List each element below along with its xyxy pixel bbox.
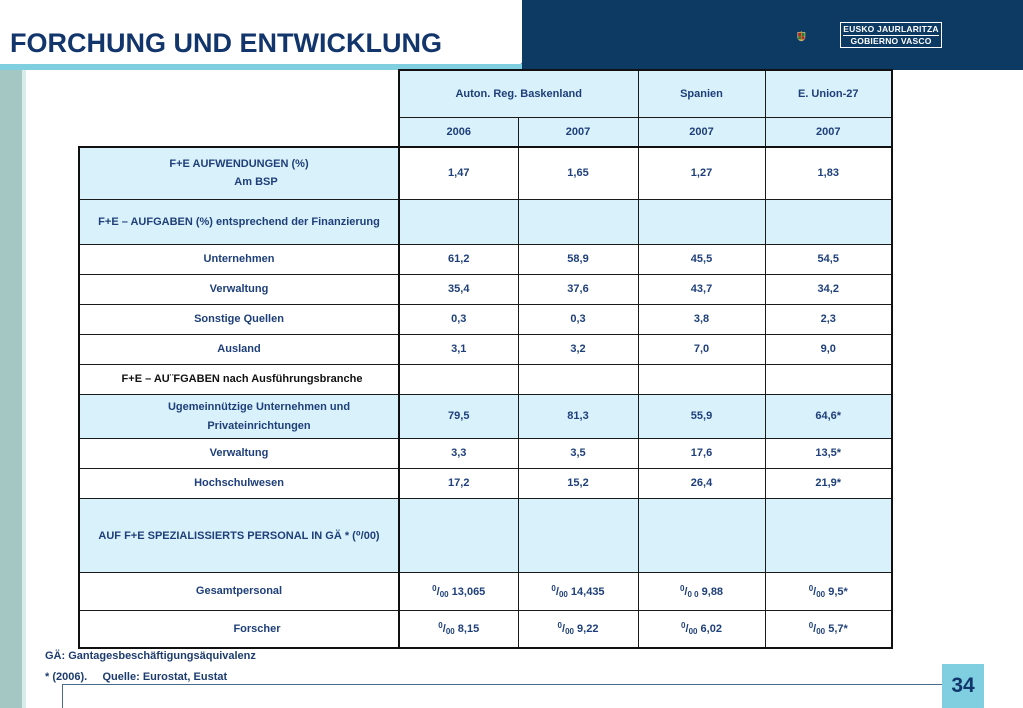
table-cell: 3,3 [399,438,518,468]
row-label-line-2: Privateinrichtungen [207,419,311,432]
logo-text [840,22,942,48]
table-cell: 1,47 [399,147,518,199]
row-label-forscher: Forscher [79,610,399,648]
table-cell [638,364,765,394]
table-cell: 7,0 [638,334,765,364]
table-cell: 58,9 [518,244,638,274]
table-cell: 3,8 [638,304,765,334]
column-header-spanien: Spanien [638,70,765,117]
table-cell: 64,6* [765,394,892,438]
row-label-verwaltung: Verwaltung [79,438,399,468]
row-label-text: F+E AUFWENDUNGEN (%) [169,158,309,171]
row-label-ausland: Ausland [79,334,399,364]
table-cell: $^0/_{00}$ 13,065 [399,572,518,610]
table-cell: 34,2 [765,274,892,304]
row-label-line-1: Ugemeinnützige Unternehmen und [167,400,351,413]
table-cell: 2,3 [765,304,892,334]
table-cell: 3,1 [399,334,518,364]
table-cell: 1,83 [765,147,892,199]
footer-divider [62,684,942,685]
table-cell: $^0/_{00}$ 5,7* [765,610,892,648]
table-cell: 21,9* [765,468,892,498]
table-cell: 81,3 [518,394,638,438]
footnote-ga: GÄ: Gantagesbeschäftigungsäquivalenz [45,650,256,662]
table-cell [765,498,892,572]
column-header-baskenland: Auton. Reg. Baskenland [399,70,638,117]
row-label-aufgaben-finanzierung: F+E – AUFGABEN (%) entsprechend der Finanzierung [79,199,399,244]
table-cell: $^0/_{00}$ 9,5* [765,572,892,610]
table-cell [765,199,892,244]
page-number: 34 [942,664,984,708]
table-cell: 3,5 [518,438,638,468]
table-cell: 17,6 [638,438,765,468]
table-cell: 1,27 [638,147,765,199]
footnote-source: * (2006). Quelle: Eurostat, Eustat [45,671,228,683]
table-cell: 17,2 [399,468,518,498]
row-label-aufwendungen [79,147,399,199]
table-cell [638,498,765,572]
year-header: 2007 [765,117,892,147]
year-header: 2007 [638,117,765,147]
logo-line-2: GOBIERNO VASCO [850,36,932,46]
row-sublabel-text: Am BSP [234,176,278,189]
table-cell: 3,2 [518,334,638,364]
rd-data-table [78,69,893,649]
row-label-gesamtpersonal: Gesamtpersonal [79,572,399,610]
table-cell: 0,3 [518,304,638,334]
row-label-gemeinnuetzig [79,394,399,438]
table-cell [518,498,638,572]
table-cell: $^0/_{00}$ 8,15 [399,610,518,648]
table-cell: 79,5 [399,394,518,438]
row-label-aufgaben-branche: F+E – AU¨FGABEN nach Ausführungsbranche [79,364,399,394]
table-cell: 9,0 [765,334,892,364]
table-cell: 15,2 [518,468,638,498]
table-cell [399,364,518,394]
table-cell [765,364,892,394]
left-decor-bar-light [22,70,26,708]
row-label-unternehmen: Unternehmen [79,244,399,274]
table-cell [518,199,638,244]
year-header: 2006 [399,117,518,147]
table-cell [638,199,765,244]
table-cell: $^0/_{00}$ 14,435 [518,572,638,610]
table-cell: $^0/_{00}$ 6,02 [638,610,765,648]
table-cell [518,364,638,394]
row-label-personal: AUF F+E SPEZIALISSIERTS PERSONAL IN GÄ * (⁰/00) [79,498,399,572]
table-cell: 0,3 [399,304,518,334]
table-cell [399,498,518,572]
table-cell: $^0/_{0 0}$ 9,88 [638,572,765,610]
row-label-sonstige: Sonstige Quellen [79,304,399,334]
year-header: 2007 [518,117,638,147]
row-label-verwaltung: Verwaltung [79,274,399,304]
table-cell [399,199,518,244]
table-cell: 1,65 [518,147,638,199]
coat-of-arms-icon [796,16,836,56]
left-decor-bar [0,70,22,708]
table-cell: 26,4 [638,468,765,498]
table-cell: 43,7 [638,274,765,304]
table-cell: 61,2 [399,244,518,274]
column-header-eu27: E. Union-27 [765,70,892,117]
footer-divider-tick [62,684,63,708]
page-title: FORCHUNG UND ENTWICKLUNG [10,28,442,58]
row-label-hochschulwesen: Hochschulwesen [79,468,399,498]
table-cell: 13,5* [765,438,892,468]
table-cell: 35,4 [399,274,518,304]
table-cell: 55,9 [638,394,765,438]
table-cell: 37,6 [518,274,638,304]
table-cell: $^0/_{00}$ 9,22 [518,610,638,648]
logo-line-1: EUSKO JAURLARITZA [843,24,939,34]
table-cell: 54,5 [765,244,892,274]
table-cell: 45,5 [638,244,765,274]
